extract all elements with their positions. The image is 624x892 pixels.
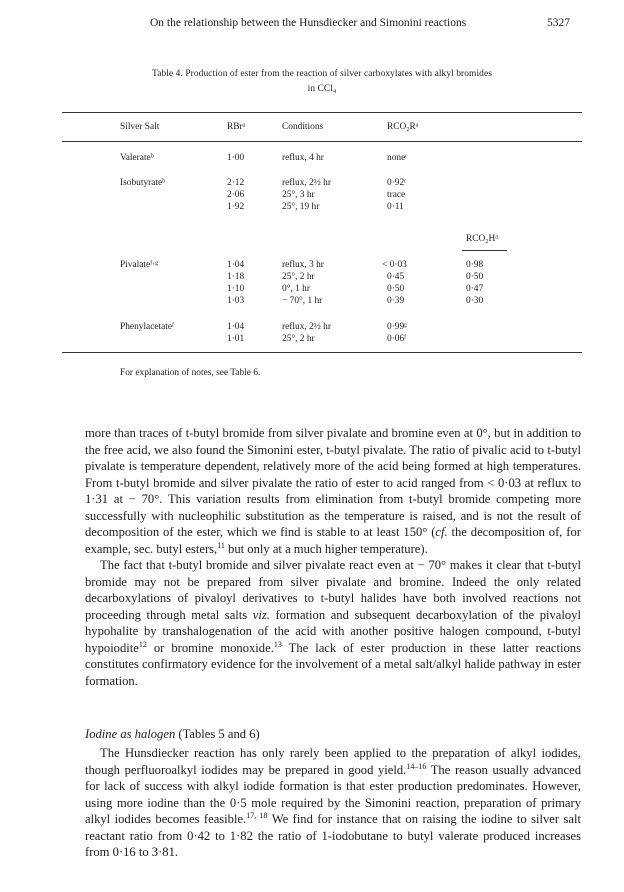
table-caption-line1: Table 4. Production of ester from the reaction of silver carboxylates with alkyl bromides (152, 69, 492, 79)
text-span: viz. (252, 607, 270, 622)
text-span: more than traces of t-butyl bromide from silver pivalate and bromine even at 0°, but in addition to the free acid, we also found the Simonini ester, t-butyl pivalate. The ratio of pivalic acid to t-butyl pivalate is temperature dependent, relatively more of the acid being formed at high temperatures. From t-butyl bromide and silver pivalate the ratio of ester to acid ranged from < 0·03 at reflux to 1·31 at − 70°. This variation results from elimination from t-butyl bromide competing more successfully with nucleophilic substitution as the temperature is raised, and is not the result of decomposition of the ester, which we find is stable to at least 150° ( (85, 426, 581, 539)
cell-conditions: − 70°, 1 hr (282, 296, 323, 306)
section-title: Iodine as halogen (85, 727, 176, 741)
text-span: The fact that t-butyl bromide and silver pivalate react even at − 70° makes it clear that t-butyl bromide may not be prepared from silver pivalate and bromine. Indeed the only related decarboxylations of pivaloyl derivatives to t-butyl halides have both involved reactions not proceeding through metal salts (85, 558, 581, 622)
cell-rbr: 2·12 (227, 178, 245, 188)
cell-rbr: 1·10 (227, 284, 245, 294)
cell-ester: 0·11 (387, 202, 404, 212)
row-phenylacetate-salt: Phenylacetateᶠ (120, 322, 175, 332)
text-span: or bromine monoxide. (146, 640, 274, 655)
cell-conditions: reflux, 2½ hr (282, 322, 331, 332)
text-span: the decomposition of, for example, sec. butyl esters, (85, 525, 581, 556)
cell-ester: 0·39 (387, 296, 405, 306)
text-span: cf. (435, 525, 448, 539)
citation: 13 (273, 639, 282, 649)
acid-header-rule (462, 250, 507, 251)
header-rule (62, 141, 582, 142)
citation: 12 (138, 639, 147, 649)
citation: 17, 18 (246, 810, 268, 820)
citation: 11 (217, 540, 225, 550)
cell-rbr: 1·01 (227, 334, 245, 344)
cell-acid: 0·98 (466, 260, 484, 270)
cell-ester: trace (387, 190, 406, 200)
text-span: but only at a much higher temperature). (224, 541, 428, 556)
text-span: formation and subsequent decarboxylation of the pivaloyl hypohalite by transhalogenation of the acid with another positive halogen compound, t-butyl hypoiodite (85, 607, 581, 655)
row-valerate-salt: Valerateᵇ (120, 153, 154, 163)
cell-ester: 0·06ᶠ (387, 334, 407, 344)
cell-ester: noneᶜ (387, 153, 408, 163)
cell-rbr: 1·04 (227, 322, 245, 332)
body-paragraph (85, 745, 581, 861)
cell-acid: 0·50 (466, 272, 484, 282)
cell-rbr: 1·03 (227, 296, 245, 306)
text-span: The lack of ester production in these latter reactions constitutes confirmatory evidence for the involvement of a metal salt/alkyl halide pathway in ester formation. (85, 640, 581, 688)
citation: 14–16 (406, 761, 427, 771)
cell-conditions: 25°, 2 hr (282, 272, 315, 282)
cell-conditions: reflux, 4 hr (282, 153, 324, 163)
text-span: The reason usually advanced for lack of success with alkyl iodide formation is that ester production predominates. However, using more iodine than the 0·5 mole required by the Simonini reaction, preparation of primary alkyl iodides becomes feasible. (85, 762, 581, 826)
cell-conditions: 25°, 2 hr (282, 334, 315, 344)
cell-rbr: 1·00 (227, 153, 245, 163)
cell-rbr: 1·18 (227, 272, 245, 282)
paragraph-1 (85, 425, 581, 557)
text-span: The Hunsdiecker reaction has only rarely been applied to the preparation of alkyl iodides, though perfluoroalkyl iodides may be prepared in good yield. (85, 746, 581, 777)
cell-ester: < 0·03 (382, 260, 407, 270)
cell-conditions: 25°, 19 hr (282, 202, 320, 212)
running-title: On the relationship between the Hunsdiecker and Simonini reactions (150, 17, 467, 29)
table-bottom-rule (62, 352, 582, 353)
table-footnote: For explanation of notes, see Table 6. (120, 368, 261, 378)
running-head (150, 17, 570, 29)
body-paragraph (85, 425, 581, 689)
row-isobutyrate-salt: Isobutyrateᵇ (120, 178, 166, 188)
paragraph-3 (85, 745, 581, 861)
cell-conditions: reflux, 3 hr (282, 260, 324, 270)
cell-conditions: reflux, 2½ hr (282, 178, 331, 188)
section-title-suffix: (Tables 5 and 6) (175, 727, 260, 741)
text-span: We find for instance that on raising the iodine to silver salt reactant ratio from 0·42 to 1·82 the ratio of 1-iodobutane to butyl valerate produced increases from 0·16 to 3·81. (85, 812, 581, 859)
cell-acid: 0·30 (466, 296, 484, 306)
cell-acid: 0·47 (466, 284, 484, 294)
cell-conditions: 25°, 3 hr (282, 190, 315, 200)
cell-ester: 0·99ᵍ (387, 322, 408, 332)
col-header-conditions: Conditions (282, 122, 324, 132)
cell-conditions: 0°, 1 hr (282, 284, 310, 294)
cell-ester: 0·45 (387, 272, 405, 282)
col-header-rbr: RBrᵃ (227, 122, 246, 132)
col-header-acid: RCO₂Hᵃ (466, 234, 498, 244)
table-top-rule (62, 112, 582, 113)
col-header-ester: RCO₂Rᵃ (387, 122, 419, 132)
section-heading (85, 727, 260, 742)
cell-rbr: 2·06 (227, 190, 245, 200)
cell-rbr: 1·04 (227, 260, 245, 270)
row-pivalate-salt: Pivalateᶠ·ᵍ (120, 260, 159, 270)
table-caption-line2: in CCl₄ (307, 84, 337, 94)
table-caption (62, 67, 582, 97)
cell-ester: 0·92ᶜ (387, 178, 407, 188)
cell-rbr: 1·92 (227, 202, 245, 212)
col-header-silver-salt: Silver Salt (120, 122, 160, 132)
page-number: 5327 (547, 17, 570, 29)
cell-ester: 0·50 (387, 284, 405, 294)
paragraph-2 (85, 557, 581, 689)
